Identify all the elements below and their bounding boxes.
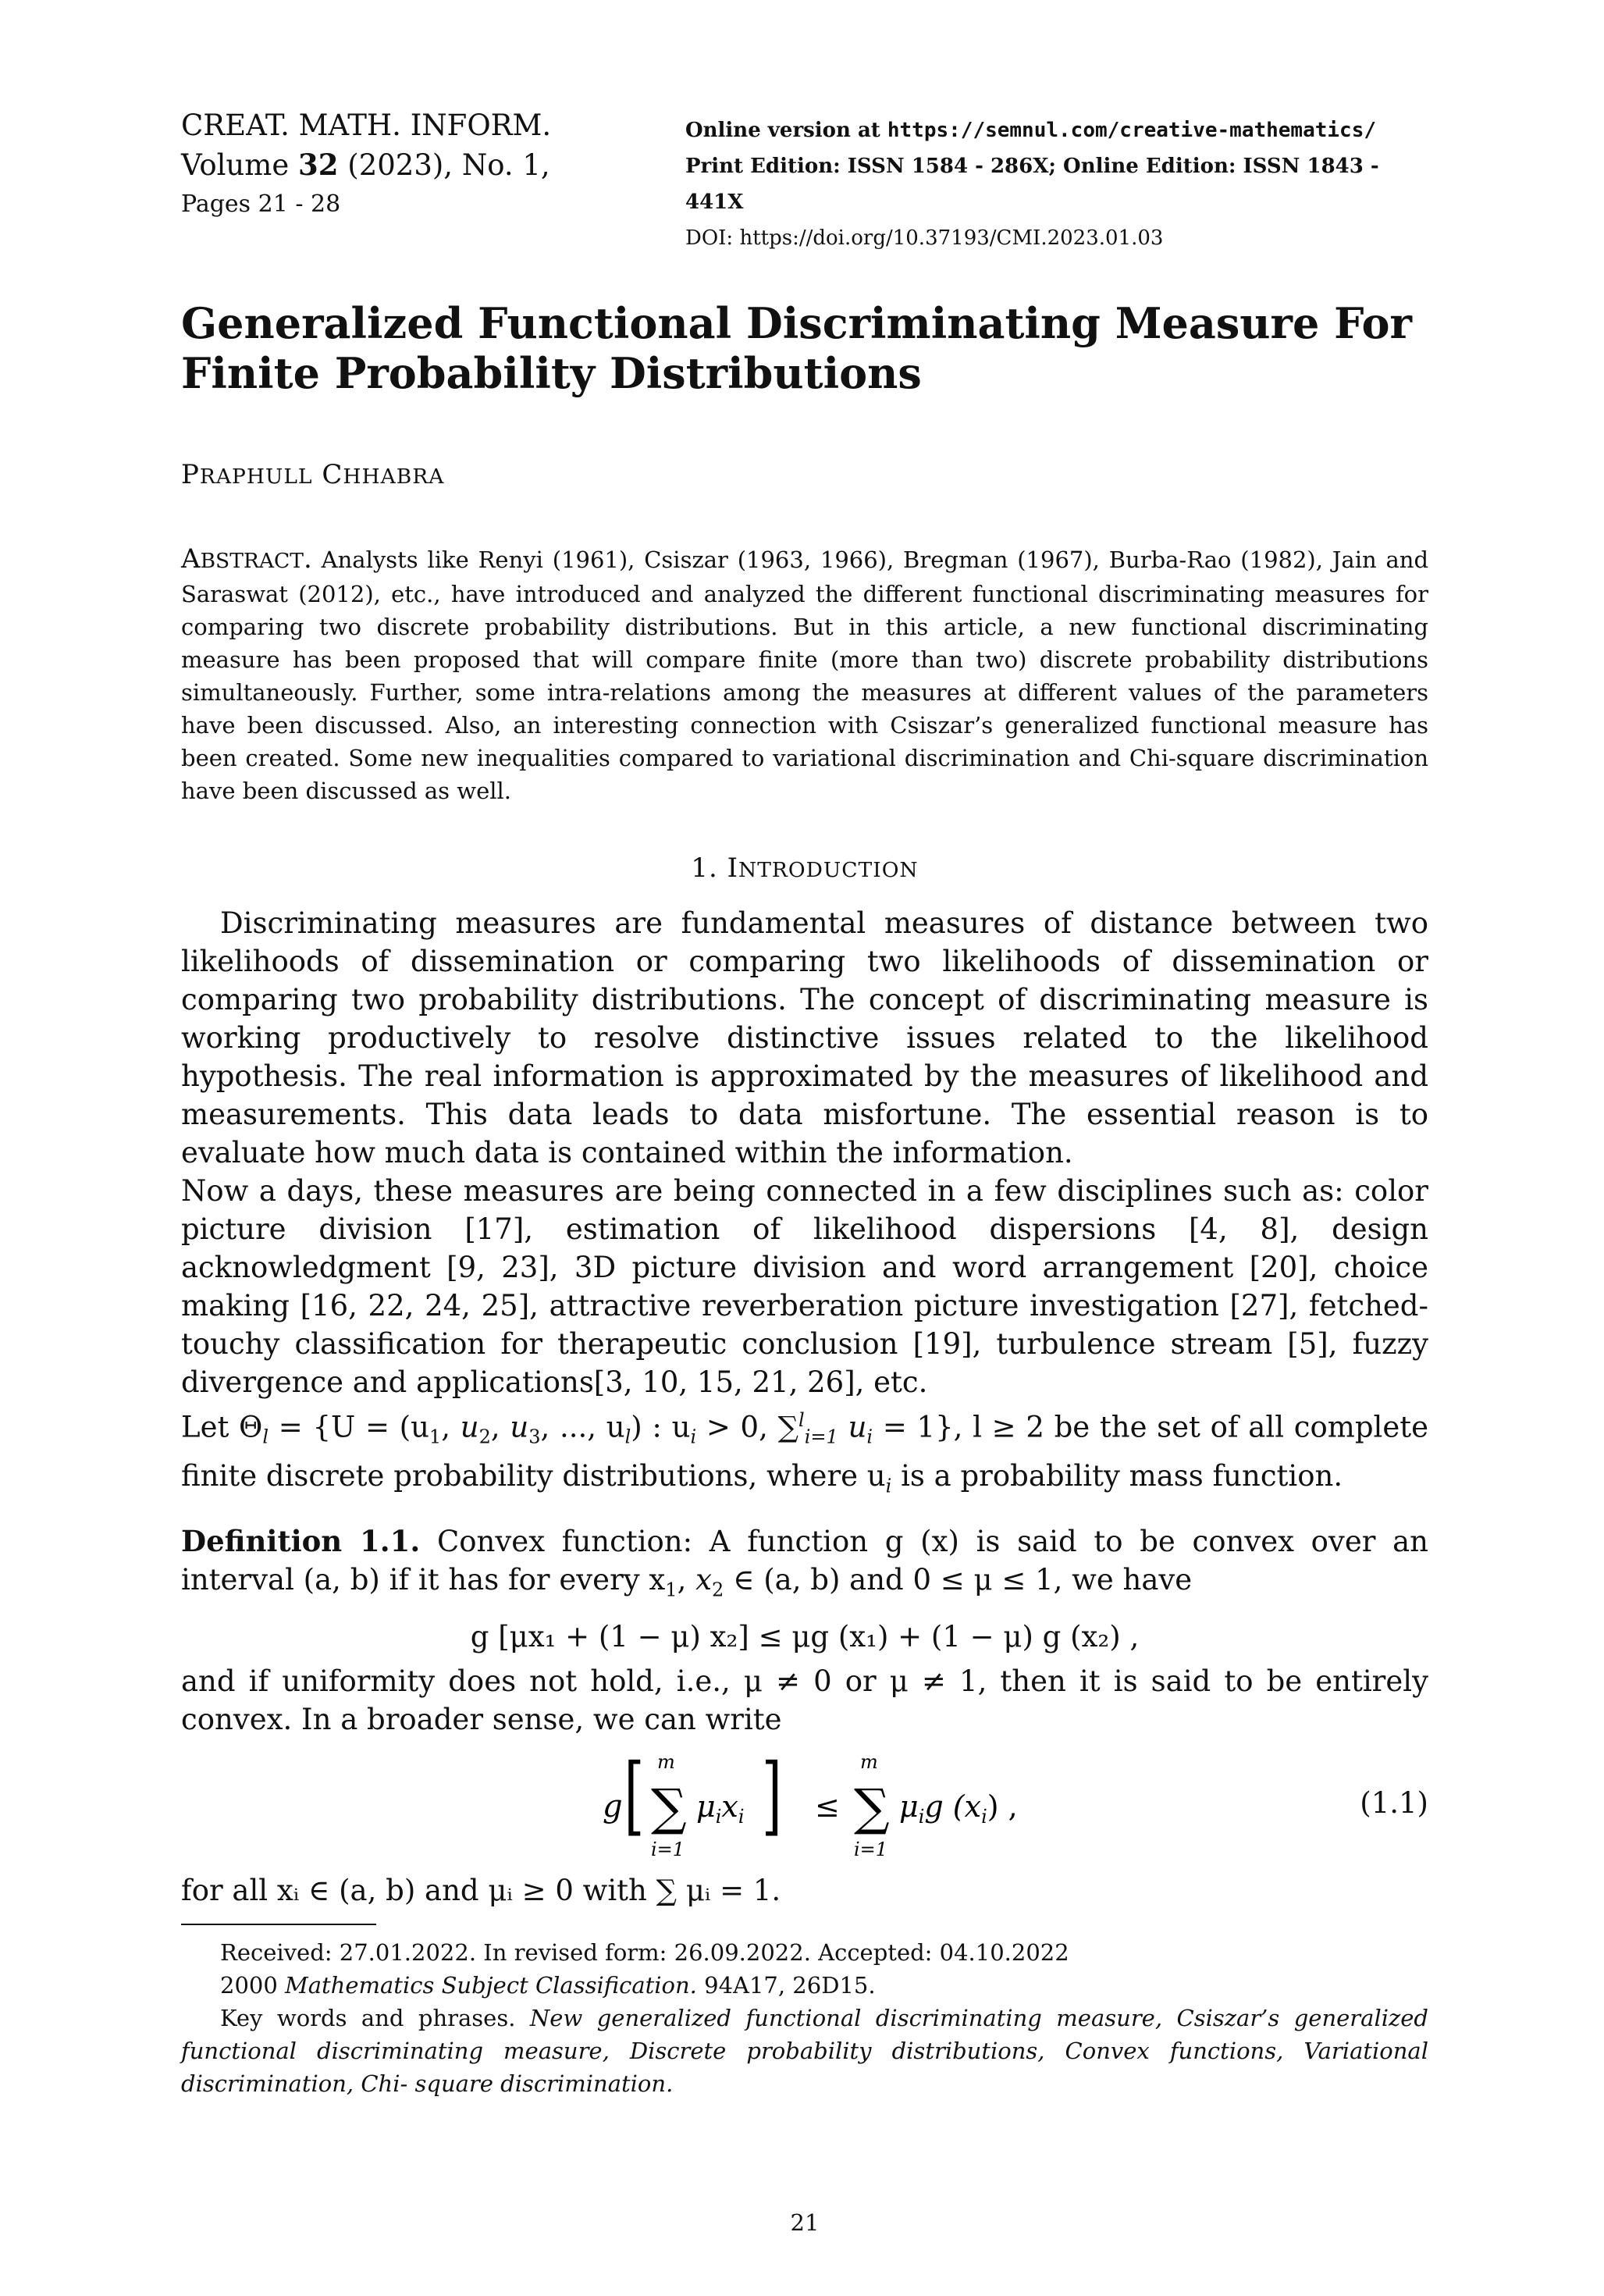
jensen-inequality-graphic <box>603 1746 1071 1863</box>
issn-line: Print Edition: ISSN 1584 - 286X; Online Edition: ISSN 1843 - 441X <box>685 155 1379 214</box>
msc-classification: 2000 Mathematics Subject Classification. 94A17, 26D15. <box>220 1972 876 1999</box>
equation-condition: for all xᵢ ∈ (a, b) and μᵢ ≥ 0 with ∑ μᵢ = 1. <box>181 1873 781 1907</box>
equation-number: (1.1) <box>1360 1785 1428 1820</box>
doi-line[interactable]: DOI: https://doi.org/10.37193/CMI.2023.01.03 <box>685 226 1164 250</box>
equation-1-1 <box>181 1746 1428 1863</box>
footnote-rule <box>181 1924 376 1925</box>
svg-text:∑: ∑ <box>854 1778 890 1837</box>
svg-text:m: m <box>657 1750 675 1773</box>
svg-text:≤: ≤ <box>815 1789 840 1824</box>
online-url[interactable]: https://semnul.com/creative-mathematics/ <box>887 119 1377 142</box>
svg-text:g: g <box>603 1788 623 1824</box>
paper-title: Generalized Functional Discriminating Measure For Finite Probability Distributions <box>181 298 1412 398</box>
abstract <box>181 543 1428 807</box>
svg-text:]: ] <box>762 1746 782 1846</box>
svg-text:i=1: i=1 <box>854 1838 888 1860</box>
volume-line: Volume 32 (2023), No. 1, <box>181 148 550 182</box>
svg-text:[: [ <box>624 1746 645 1846</box>
paragraph-2: Now a days, these measures are being connected in a few disciplines such as: color picture division [17], estimation of likelihood dispersions [4, 8], design acknowledgment [9, 23], 3D picture division and word arrangement [20], choice making [16, 22, 24, 25], attractive reverberation picture investigation [27], fetched- touchy classification for therapeutic conclusion [19], turbulence stream [5], fuzzy divergence and applications[3, 10, 15, 21, 26], etc. <box>181 1174 1428 1399</box>
body-text <box>181 904 1428 1910</box>
footnotes <box>181 1936 1428 2100</box>
journal-info <box>181 106 551 224</box>
svg-text:m: m <box>860 1750 878 1773</box>
online-version: Online version at https://semnul.com/creative-mathematics/ <box>685 119 1377 142</box>
abstract-label: ABSTRACT. <box>181 543 312 575</box>
received-dates: Received: 27.01.2022. In revised form: 26.09.2022. Accepted: 04.10.2022 <box>220 1939 1069 1966</box>
svg-text:μig (xi) ,: $\mu_ig$ $(x_i)$ , <box>899 1789 1018 1828</box>
svg-text:∑: ∑ <box>651 1778 687 1837</box>
svg-text:i=1: i=1 <box>651 1838 685 1860</box>
definition-continuation: and if uniformity does not hold, i.e., μ ≠ 0 or μ ≠ 1, then it is said to be entirely convex. In a broader sense, we can write <box>181 1664 1428 1736</box>
section-heading: 1. INTRODUCTION <box>691 853 919 884</box>
journal-name: CREAT. MATH. INFORM. <box>181 109 552 142</box>
keywords: Key words and phrases. New generalized functional discriminating measure, Csiszar’s generalized functional discriminating measure, Discrete probability distributions, Convex functions, Variational discrimination, Chi- square discrimination. <box>181 2005 1428 2097</box>
page-number: 21 <box>790 2209 820 2236</box>
definition-label: Definition 1.1. <box>181 1524 421 1559</box>
publication-info <box>685 112 1428 256</box>
svg-text:μixi: $\mu_ix_i$ <box>696 1789 745 1828</box>
definition-1-1: Definition 1.1. Convex function: A function g (x) is said to be convex over an interval (a, b) if it has for every $x_1$, $x_2$ ∈ (a, b) and 0 ≤ μ ≤ 1, we have <box>181 1524 1429 1601</box>
abstract-text: Analysts like Renyi (1961), Csiszar (1963, 1966), Bregman (1967), Burba-Rao (1982), Jain and Saraswat (2012), etc., have introduced and analyzed the different functional discriminating measures for comparing two discrete probability distributions. But in this article, a new functional discriminating measure has been proposed that will compare finite (more than two) discrete probability distributions simultaneously. Further, some intra-relations among the measures at different values of the parameters have been discussed. Also, an interesting connection with Csiszar’s generalized functional measure has been created. Some new inequalities compared to variational discrimination and Chi-square discrimination have been discussed as well. <box>181 546 1429 804</box>
convexity-inequality: g [μx₁ + (1 − μ) x₂] ≤ μg (x₁) + (1 − μ) g (x₂) , <box>470 1619 1140 1653</box>
author-name: PRAPHULL CHHABRA <box>181 459 445 490</box>
paragraph-1: Discriminating measures are fundamental measures of distance between two likelihoods of dissemination or comparing two likelihoods of dissemination or comparing two probability distributions. The concept of discriminating measure is working productively to resolve distinctive issues related to the likelihood hypothesis. The real information is approximated by the measures of likelihood and measurements. This data leads to data misfortune. The essential reason is to evaluate how much data is contained within the information. <box>181 906 1428 1169</box>
paragraph-3: Let $\Theta_l = \{U = (u_1$, $u_2$, $u_3$, ..., $u_l$) : $u_i > 0$, ∑$^l_{i=1}$ $u_i = 1$}, l ≥ 2 be the set of all complete finite discrete probability distributions, where $u_i$ is a probability mass function. <box>181 1409 1429 1497</box>
pages-range: Pages 21 - 28 <box>181 190 341 218</box>
paper-page <box>181 0 1428 2296</box>
